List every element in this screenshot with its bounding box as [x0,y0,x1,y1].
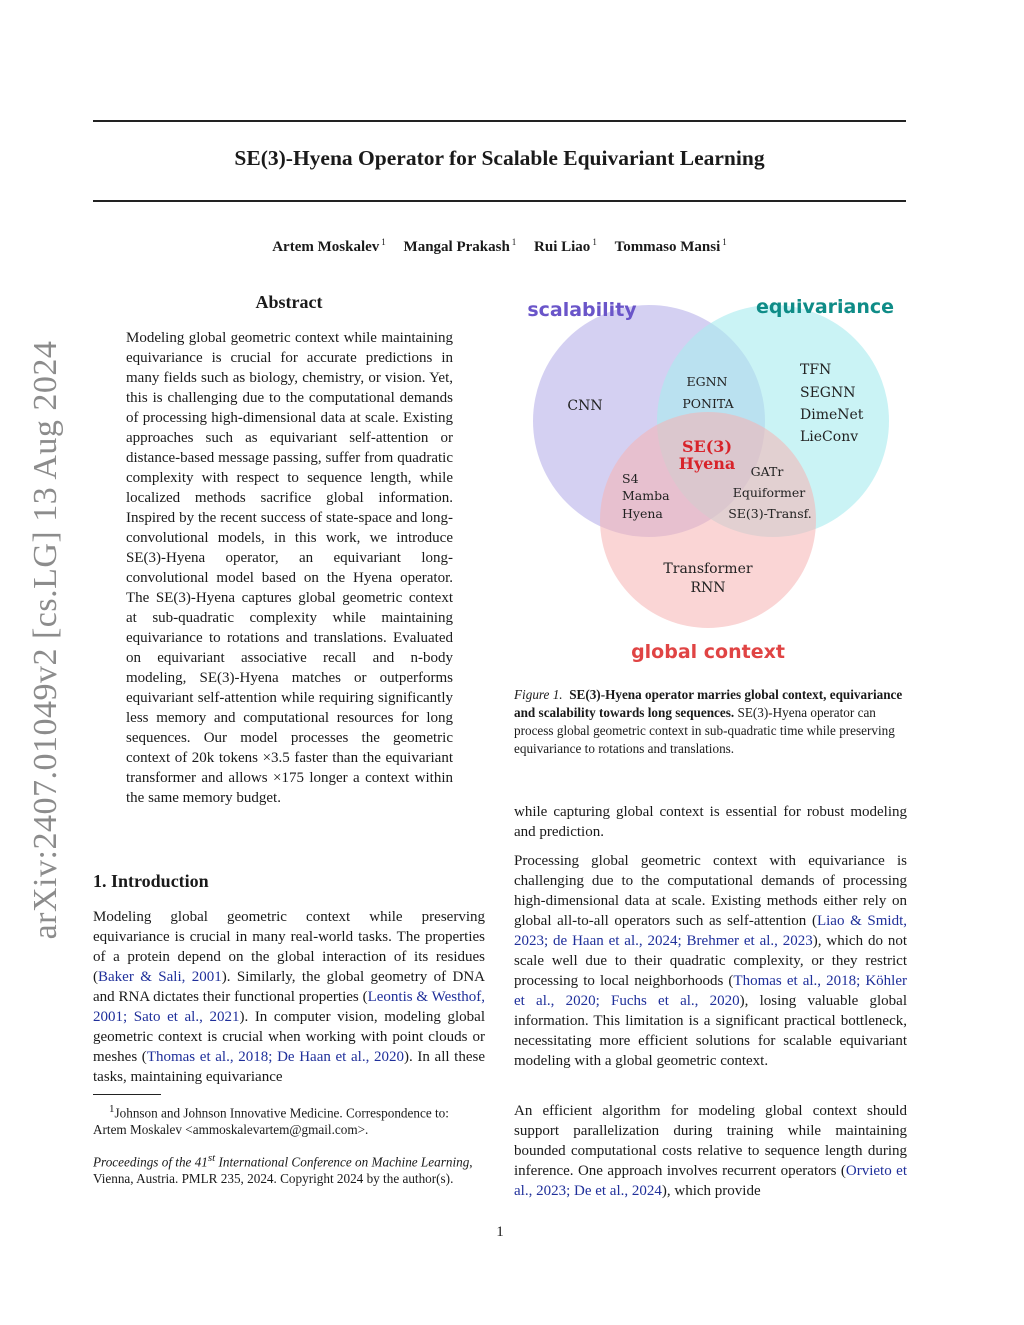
region-tfn: TFN [800,362,832,378]
paper-title: SE(3)-Hyena Operator for Scalable Equivariant Learning [234,146,765,170]
citation-link[interactable]: Leontis & Westhof, 2001; Sato et al., 2021 [93,989,485,1025]
citation-link[interactable]: Orvieto et al., 2023; De et al., 2024 [514,1163,907,1199]
citation-link[interactable]: Thomas et al., 2018; De Haan et al., 2020 [146,1049,404,1065]
intro-paragraph: Modeling global geometric context while preserving equivariance is crucial in many real-world tasks. The properties of a protein depend on the global interaction of its residues (Baker & Sali, 2001). Similarly, the global geometry of DNA and RNA dictates their functional properties (Leontis & Westhof, 2001; Sato et al., 2021). In computer vision, modeling global geometric context is crucial when working with point clouds or meshes (Thomas et al., 2018; De Haan et al., 2020). In all these tasks, maintaining equivariance [93,909,485,1085]
footnote: $^1$Johnson and Johnson Innovative Medicine. Correspondence to: Artem Moskalev <ammoskalevartem@gmail.com>. [93,1103,449,1138]
region-ponita: PONITA [682,396,734,411]
scalability-label: scalability [527,299,637,321]
center-se3: SE(3) [681,437,733,456]
section-heading-introduction: 1. Introduction [93,871,209,891]
proceedings-note: Proceedings of the 41st International Conference on Machine Learning, Vienna, Austria. PMLR 235, 2024. Copyright 2024 by the author(s). [93,1152,473,1187]
venn-diagram [515,286,907,676]
author: Artem Moskalev $^1$ [272,237,386,255]
page-number: 1 [496,1224,504,1240]
title-bottom-rule [93,200,906,202]
citation-link[interactable]: Baker & Sali, 2001 [98,969,222,985]
region-egnn: EGNN [686,374,728,389]
region-segnn: SEGNN [800,385,856,401]
region-equiformer: Equiformer [732,485,806,500]
global-context-label: global context [631,641,785,663]
arxiv-identifier: arXiv:2407.01049v2 [cs.LG] 13 Aug 2024 [27,340,64,940]
region-cnn: CNN [567,398,603,414]
abstract-text: Modeling global geometric context while maintaining equivariance is crucial for accurate predictions in many fields such as biology, chemistry, or vision. Yet, this is challenging due to the computational demands of processing high-dimensional data at scale. Existing approaches such as equivariant self-attention or distance-based message passing, suffer from quadratic complexity with respect to sequence length, while localized methods sacrifice global information. Inspired by the recent success of state-space and long-convolutional models, in this work, we introduce SE(3)-Hyena operator, an equivariant long-convolutional model based on the Hyena operator. The SE(3)-Hyena captures global geometric context at sub-quadratic complexity while maintaining equivariance to rotations and translations. Evaluated on equivariant associative recall and n-body modeling, SE(3)-Hyena matches or outperforms equivariant self-attention while requiring significantly less memory and computational resources for long sequences. Our model processes the geometric context of 20k tokens ×3.5 faster than the equivariant transformer and allows ×175 longer a context within the same memory budget. [126,330,453,806]
citation-link[interactable]: Liao & Smidt, 2023; de Haan et al., 2024; Brehmer et al., 2023 [514,913,907,949]
author: Rui Liao $^1$ [534,237,597,255]
center-hyena: Hyena [678,454,736,473]
body-paragraph: Processing global geometric context with equivariance is challenging due to the computational demands of processing high-dimensional data at scale. Existing methods either rely on global all-to-all operators such as self-attention (Liao & Smidt, 2023; de Haan et al., 2024; Brehmer et al., 2023), which do not scale well due to their quadratic complexity, or they restrict processing to local neighborhoods (Thomas et al., 2018; Köhler et al., 2020; Fuchs et al., 2020), losing valuable global information. This limitation is a significant practical bottleneck, necessitating more efficient solutions for scalable equivariant modeling with a global geometric context. [514,853,908,1069]
footnote-rule [93,1094,161,1095]
author-list [93,237,906,256]
equivariance-label: equivariance [755,296,895,318]
title-top-rule [93,120,906,122]
region-gatr: GATr [750,464,784,479]
body-paragraph: while capturing global context is essential for robust modeling and prediction. [514,804,907,840]
region-dimenet: DimeNet [800,407,864,423]
region-s4: S4 [622,471,639,486]
citation-link[interactable]: Thomas et al., 2018; Köhler et al., 2020; Fuchs et al., 2020 [514,973,908,1009]
body-paragraph: An efficient algorithm for modeling global context should support parallelization during training while maintaining bounded computational costs relative to sequence length during inference. One approach involves recurrent operators (Orvieto et al., 2023; De et al., 2024), which provide [514,1103,907,1199]
region-mamba: Mamba [622,488,670,503]
author: Mangal Prakash $^1$ [403,237,517,255]
region-transformer: Transformer [663,561,753,577]
region-hyena: Hyena [622,506,663,521]
region-se3-transformer: SE(3)-Transf. [728,506,812,521]
abstract-heading: Abstract [255,292,323,312]
region-rnn: RNN [690,580,726,596]
region-lieconv: LieConv [800,429,859,445]
figure-caption: Figure 1. SE(3)-Hyena operator marries global context, equivariance and scalability towards long sequences. SE(3)-Hyena operator can process global geometric context in sub-quadratic time while preserving equivariance to rotations and translations. [514,687,903,756]
author: Tommaso Mansi $^1$ [614,237,727,255]
